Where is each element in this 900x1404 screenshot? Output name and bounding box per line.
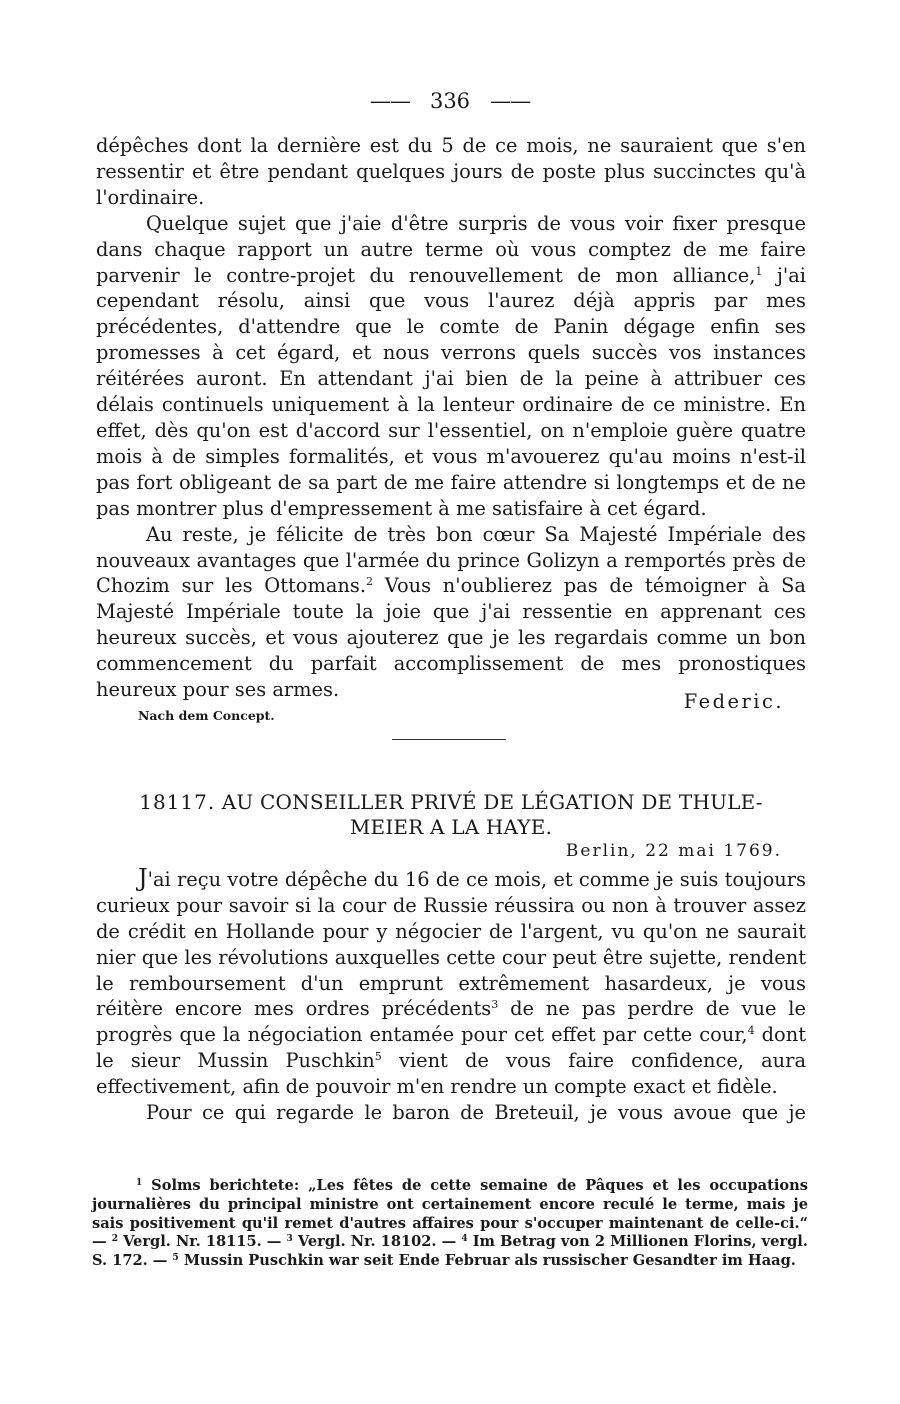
paragraph-alliance-b: j'ai cependant résolu, ainsi que vous l'aurez déjà appris par mes précédentes, d'attendre que le comte de Panin dégage enfin ses promesses à cet égard, et nous verrons quels succès vos instances réitérées auront. En attendant j'ai bien de la peine à attribuer ces délais continuels uniquement à la lenteur ordinaire de ce ministre. En effet, dès qu'on est d'accord sur l'essentiel, on n'emploie guère quatre mois à de simples formalités, et vous m'avouerez qu'au moins n'est-il pas fort obligeant de sa part de me faire attendre si longtemps et de ne pas montrer plus d'empressement à me satisfaire à cet égard. [96,263,806,520]
footnote-ref-3[interactable]: 3 [491,998,499,1012]
footnote-4-text: Im Betrag von 2 Millionen Florins, vergl. S. 172. — [92,1233,808,1270]
letter-dateline: Berlin, 22 mai 1769. [565,840,782,861]
footnote-block [92,1177,808,1271]
footnote-1-text: Solms berichtete: „Les fêtes de cette semaine de Pâques et les occupations journalières du principal ministre ont certainement encore reculé le terme, mais je sais positivement qu'il remet d'autres affaires pour s'occuper maintenant de celle-ci.“ [92,1177,808,1232]
section-separator [392,739,506,740]
footnote-2-lead: — [92,1233,107,1251]
signature: Federic. [683,689,784,713]
letter-body [96,863,807,1126]
footnote-ref-5[interactable]: 5 [374,1050,382,1064]
letter-title-line2: MEIER A LA HAYE. [349,814,553,839]
page-header [0,88,900,114]
paragraph-alliance-a: Quelque sujet que j'aie d'être surpris de vous voir fixer presque dans chaque rapport un autre terme où vous comptez de me faire parvenir le contre-projet du renouvellement de mon alliance, [96,211,806,287]
source-note: Nach dem Concept. [138,707,275,723]
footnote-3-mark: 3 [286,1234,293,1245]
letter-title-line1: AU CONSEILLER PRIVÉ DE LÉGATION DE THULE- [221,789,763,814]
footnote-ref-2[interactable]: 2 [366,575,373,589]
footnote-5-mark: 5 [172,1253,179,1264]
letter-paragraph-1-a: 'ai reçu votre dépêche du 16 de ce mois, et comme je suis toujours curieux pour savoir si la cour de Russie réussira ou non à trouver assez de crédit en Hollande pour y négocier de l'argent, vu qu'on ne saurait nier que les révolutions auxquelles cette cour peut être sujette, rendent le remboursement d'un emprunt extrêmement hasardeux, je vous réitère encore mes ordres précédents [96,867,806,1021]
letter-paragraph-2: Pour ce qui regarde le baron de Breteuil, je vous avoue que je [146,1101,806,1125]
header-dash-left: —— [369,89,410,113]
footnote-1-mark: 1 [136,1178,143,1188]
footnote-ref-4[interactable]: 4 [747,1024,755,1038]
letter-paragraph-1-b: de ne pas perdre de vue le progrès que la négociation entamée pour cet effet par cette cour, [96,997,806,1047]
footnote-4-mark: 4 [461,1234,468,1245]
footnote-2-mark: 2 [111,1234,118,1245]
paragraph-alliance [96,211,806,522]
closing-paragraph [96,522,806,703]
letter-number: 18117. [139,789,216,814]
letter-paragraph-1-d: vient de vous faire confidence, aura effectivement, afin de pouvoir m'en rendre un compte exact et fidèle. [96,1049,807,1099]
paragraph-congratulations-b: Vous n'oublierez pas de témoigner à Sa Majesté Impériale toute la joie que j'ai ressentie en apprenant ces heureux succès, et vous ajouterez que je les regardais comme un bon commencement du parfait accomplissement de mes pronostiques heureux pour ses armes. [96,574,806,702]
paragraph-congratulations [96,522,806,703]
header-dash-right: —— [490,89,531,113]
paragraph-continuation: dépêches dont la dernière est du 5 de ce mois, ne sauraient que s'en ressentir et être pendant quelques jours de poste plus succinctes qu'à l'ordinaire. [96,134,806,209]
paragraph-congratulations-a: Au reste, je félicite de très bon cœur Sa Majesté Impériale des nouveaux avantages que l'armée du prince Golizyn a remportés près de Chozim sur les Ottomans. [96,522,806,598]
footnote-ref-1[interactable]: 1 [755,264,763,278]
page-number: 336 [429,89,471,113]
letter-heading [96,790,806,840]
closing-row [96,522,806,703]
footnote-5-text: Mussin Puschkin war seit Ende Februar als russischer Gesandter im Haag. [183,1252,796,1270]
footnote-2-text: Vergl. Nr. 18115. — [123,1233,282,1251]
page-body [96,133,806,1126]
footnotes [92,1177,808,1271]
letter-paragraph-1 [96,863,807,1100]
footnote-3-text: Vergl. Nr. 18102. — [297,1233,457,1251]
letter-paragraph-1-c: dont le sieur Mussin Puschkin [96,1023,806,1073]
drop-cap: J [138,863,148,892]
